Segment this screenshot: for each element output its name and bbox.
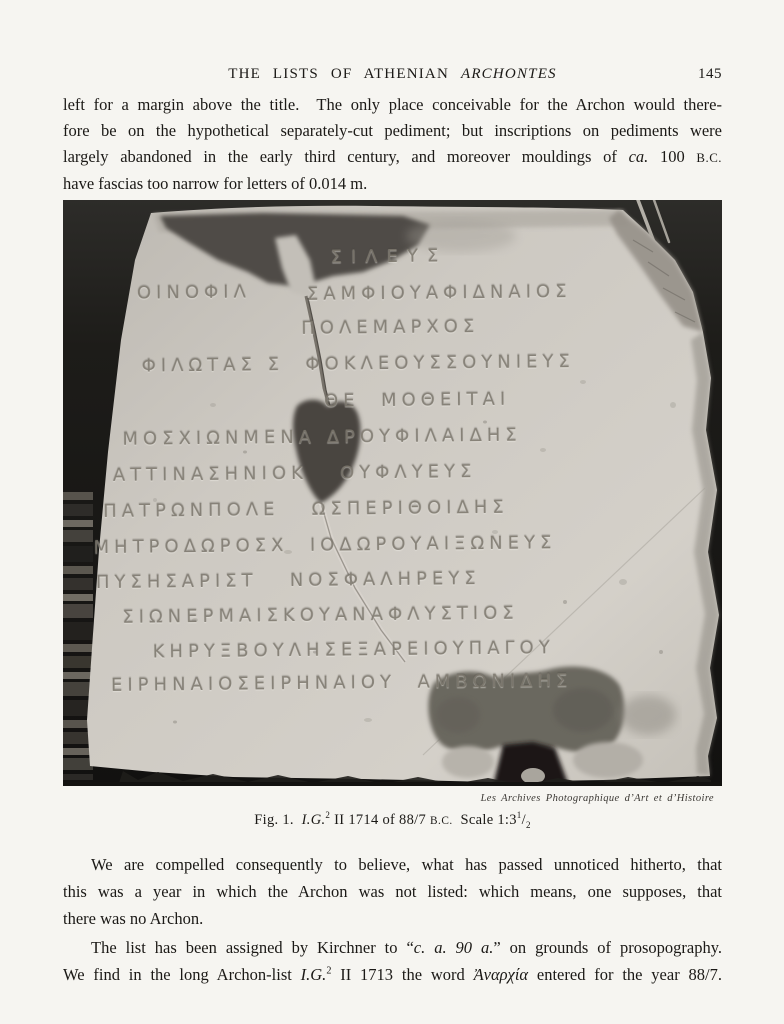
text-segment: THE LISTS OF ATHENIAN xyxy=(228,66,461,82)
text-segment: II 1713 the word xyxy=(331,965,474,984)
text-segment: B.C. xyxy=(429,815,453,827)
text-segment: Ἀναρχία xyxy=(473,965,529,984)
photo-credit xyxy=(63,793,714,804)
text-segment: 2 xyxy=(525,819,531,830)
inscription-line: ΠΟΛΕΜΑΡΧΟΣ xyxy=(301,316,480,339)
text-line xyxy=(63,171,722,197)
body-paragraph-1 xyxy=(63,92,722,197)
inscription-line: ΦΙΛΩΤΑΣ Σ ΦΟΚΛΕΟΥΣΣΟΥΝΙΕΥΣ xyxy=(141,351,575,377)
body-paragraph-2 xyxy=(63,851,722,932)
text-segment: We find in the long Archon-list xyxy=(63,965,301,984)
text-segment: left for a margin above the title. The only place conceivable for the Archon would there- xyxy=(63,95,722,114)
text-line xyxy=(63,905,722,932)
text-segment: B.C. xyxy=(696,151,723,165)
text-segment: fore be on the hypothetical separately-cut pediment; but inscriptions on pediments were xyxy=(63,121,722,140)
text-line xyxy=(63,851,722,878)
text-segment: c. a. 90 a. xyxy=(413,938,494,957)
body-paragraph-3 xyxy=(63,934,722,988)
text-line xyxy=(63,118,722,144)
text-segment: 100 xyxy=(648,147,697,166)
text-line xyxy=(63,92,722,118)
text-segment: 1 xyxy=(516,810,522,821)
text-segment: We are compelled consequently to believe, what has passed unnoticed hitherto, that xyxy=(91,855,722,874)
inscription-line: ΣΑΜΦΙΟΥΑΦΙΔΝΑΙΟΣ xyxy=(306,281,572,305)
text-segment: there was no Archon. xyxy=(63,909,204,928)
text-segment: I.G. xyxy=(301,812,326,828)
text-line xyxy=(63,144,722,171)
inscription-line: ΠΑΤΡΩΝΠΟΛΕ ΩΣΠΕΡΙΘΟΙΔΗΣ xyxy=(103,496,509,523)
text-segment: Scale 1:3 xyxy=(452,812,517,828)
text-segment: / xyxy=(521,812,526,828)
inscription-line: ΜΟΣΧΙΩΝΜΕΝΑ ΔΡΟΥΦΙΛΑΙΔΗΣ xyxy=(122,424,522,450)
text-segment: this was a year in which the Archon was not listed: which means, one supposes, that xyxy=(63,882,722,901)
inscription-line: ΕΙΡΗΝΑΙΟΣΕΙΡΗΝΑΙΟΥ ΑΜΒΩΝΙΔΗΣ xyxy=(110,670,573,696)
text-segment: Les Archives Photographique d’Art et d’Histoire xyxy=(480,793,714,804)
inscription-line: ΚΗΡΥΞΒΟΥΛΗΣΕΞΑΡΕΙΟΥΠΑΓΟΥ xyxy=(152,637,555,663)
inscription-line: ΣΙΛΕΥΣ xyxy=(330,245,448,268)
text-segment: 2 xyxy=(326,965,332,977)
inscription-line: ΘΕ ΜΟΘΕΙΤΑΙ xyxy=(323,388,511,412)
page-number: 145 xyxy=(698,66,722,82)
text-segment: Fig. 1. xyxy=(254,812,302,828)
inscription-line: ΟΙΝΟΦΙΛ xyxy=(136,281,251,304)
text-segment: I.G. xyxy=(300,965,327,984)
stele-photograph xyxy=(63,200,722,786)
text-segment: ” on grounds of prosopography. xyxy=(493,938,722,957)
text-segment: ARCHONTES xyxy=(460,66,557,82)
inscription-line: ΜΗΤΡΟΔΩΡΟΣΧ ΙΟΔΩΡΟΥΑΙΞΩΝΕΥΣ xyxy=(93,532,557,559)
inscription-line: ΠΥΣΗΣΑΡΙΣΤ ΝΟΣΦΑΛΗΡΕΥΣ xyxy=(95,568,481,594)
text-line xyxy=(63,934,722,961)
text-segment: ca. xyxy=(628,147,649,166)
inscription-line: ΑΤΤΙΝΑΣΗΝΙΟΚ ΟΥΦΛΥΕΥΣ xyxy=(112,461,477,486)
text-line xyxy=(63,878,722,905)
running-title xyxy=(63,66,722,83)
text-line xyxy=(63,961,722,988)
figure-caption xyxy=(63,812,722,829)
text-segment: II 1714 of 88/7 xyxy=(330,812,430,828)
inscription-overlay xyxy=(60,197,725,790)
text-segment: 2 xyxy=(325,810,331,821)
inscription-line: ΣΙΩΝΕΡΜΑΙΣΚΟΥΑΝΑΦΛΥΣΤΙΟΣ xyxy=(122,602,519,628)
text-segment: have fascias too narrow for letters of 0.014 m. xyxy=(63,174,368,193)
running-head xyxy=(63,66,722,88)
text-segment: entered for the year 88/7. xyxy=(528,965,722,984)
text-segment: The list has been assigned by Kirchner to “ xyxy=(91,938,414,957)
text-segment: largely abandoned in the early third century, and moreover mouldings of xyxy=(63,147,629,166)
